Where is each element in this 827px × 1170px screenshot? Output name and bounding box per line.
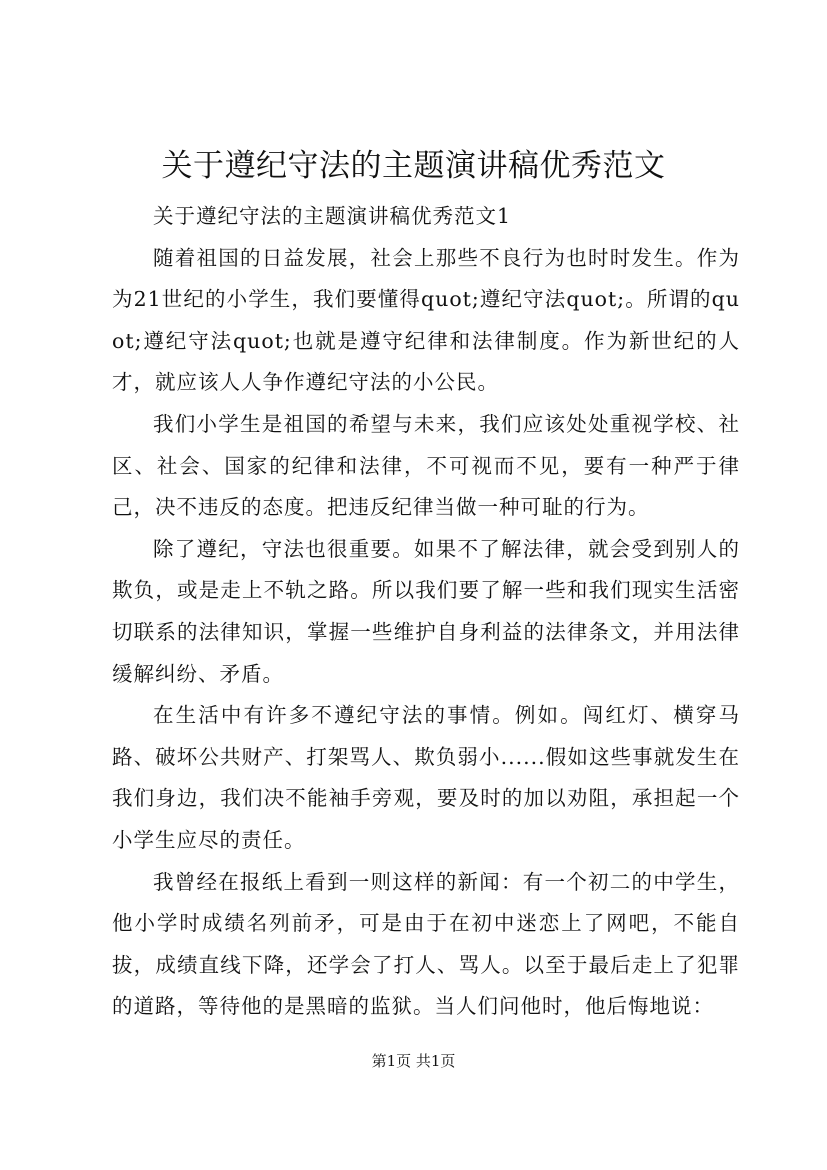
document-title: 关于遵纪守法的主题演讲稿优秀范文: [161, 148, 666, 184]
paragraph-3: 除了遵纪，守法也很重要。如果不了解法律，就会受到别人的欺负，或是走上不轨之路。所以我们要了解一些和我们现实生活密切联系的法律知识，掌握一些维护自身利益的法律条文，并用法律缓解纠纷、矛盾。: [112, 536, 740, 686]
document-body: [112, 196, 740, 1028]
paragraph-5: 我曾经在报纸上看到一则这样的新闻：有一个初二的中学生，他小学时成绩名列前矛，可是由于在初中迷恋上了网吧，不能自拔，成绩直线下降，还学会了打人、骂人。以至于最后走上了犯罪的道路，等待他的是黑暗的监狱。当人们问他时，他后悔地说：: [112, 869, 740, 1019]
paragraph-4: 在生活中有许多不遵纪守法的事情。例如。闯红灯、横穿马路、破坏公共财产、打架骂人、欺负弱小......假如这些事就发生在我们身边，我们决不能袖手旁观，要及时的加以劝阻，承担起一个小学生应尽的责任。: [112, 703, 740, 852]
section-heading: 关于遵纪守法的主题演讲稿优秀范文1: [153, 204, 512, 228]
paragraph-1: 随着祖国的日益发展，社会上那些不良行为也时时发生。作为为21世纪的小学生，我们要懂得quot;遵纪守法quot;。所谓的quot;遵纪守法quot;也就是遵守纪律和法律制度。作为新世纪的人才，就应该人人争作遵纪守法的小公民。: [112, 245, 740, 395]
page-footer: 第1页 共1页: [371, 1052, 456, 1070]
paragraph-2: 我们小学生是祖国的希望与未来，我们应该处处重视学校、社区、社会、国家的纪律和法律，不可视而不见，要有一种严于律己，决不违反的态度。把违反纪律当做一种可耻的行为。: [112, 411, 740, 520]
